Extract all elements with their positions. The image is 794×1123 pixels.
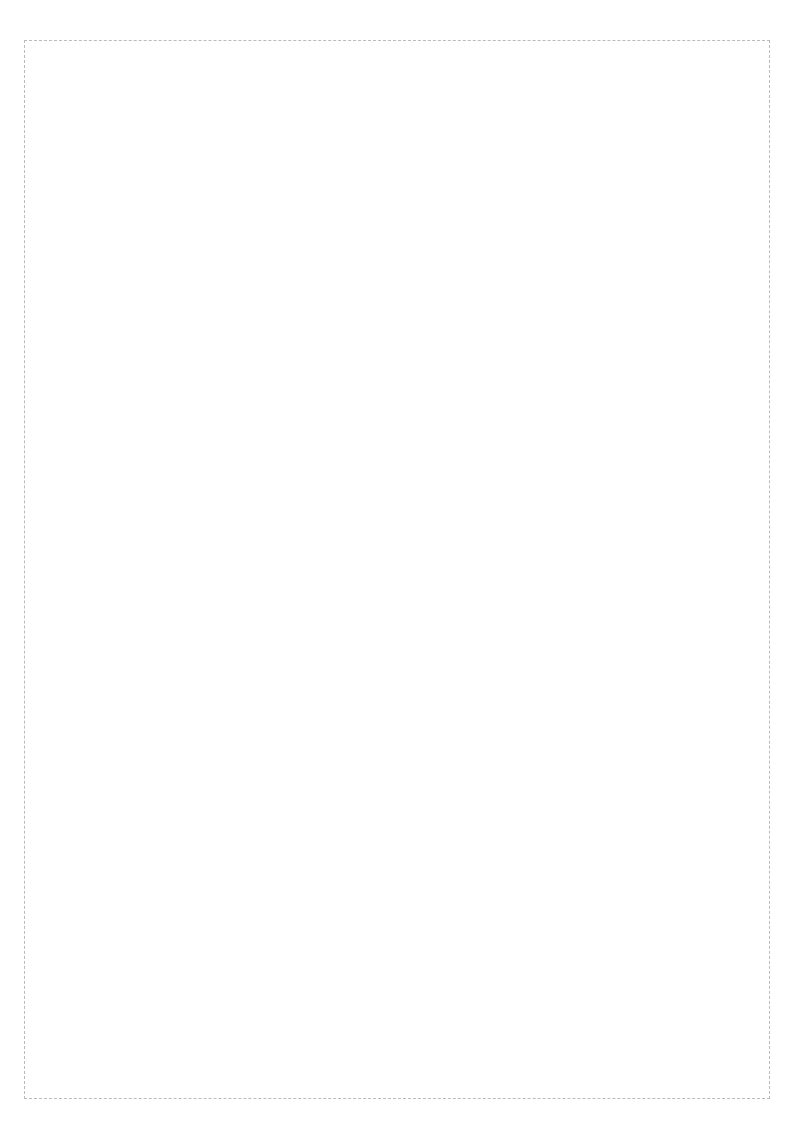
content-area — [24, 40, 770, 1099]
